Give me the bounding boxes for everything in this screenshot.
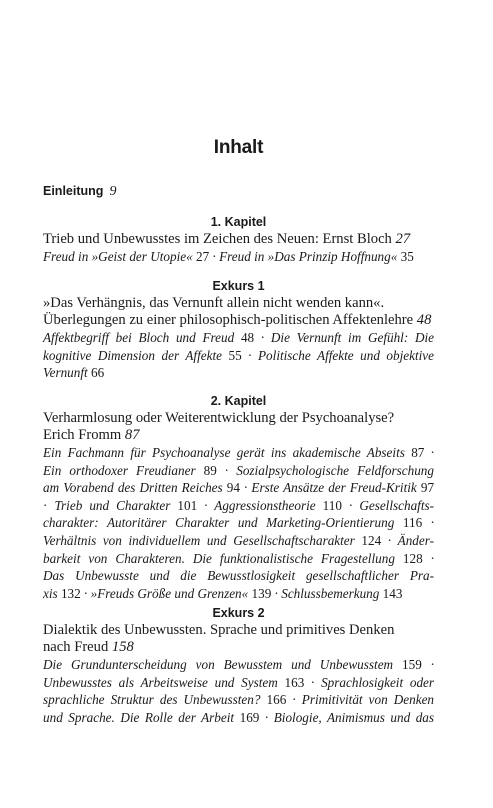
intro-page: 9 [109,184,117,199]
section-title: Dialektik des Unbewussten. Sprache und primitives Denken nach Freud 158 [43,622,395,655]
toc-section-excursus-2 [43,604,434,726]
toc-section-excursus-1 [43,277,434,382]
section-title: Trieb und Unbewusstes im Zeichen des Neuen: Ernst Bloch 27 [43,231,411,247]
toc-section-chapter-1 [43,213,434,266]
section-heading: 1. Kapitel [210,215,267,229]
section-title: »Das Verhängnis, das Vernunft allein nicht wenden kann«. Überlegungen zu einer philosophisch-politischen Affektenlehre 48 [43,295,432,328]
section-heading: Exkurs 1 [212,279,265,293]
intro-label: Einleitung [43,184,104,198]
toc-section-chapter-2 [43,392,434,602]
section-subentries: Die Grundunterscheidung von Bewusstem und Unbewusstem 159 · Unbewusstes als Arbeitsweise und System 163 · Sprachlosigkeit oder sprachliche Struktur des Unbewussten? 166 · Primitivität von Denken und Sprache. Die Rolle der Arbeit 169 · Biologie, Animismus und das [43,657,435,725]
section-title: Verharmlosung oder Weiterentwicklung der Psychoanalyse? Erich Fromm 87 [43,410,395,443]
section-subentries: Ein Fachmann für Psychoanalyse gerät ins akademische Abseits 87 · Ein orthodoxer Freudianer 89 · Sozialpsychologische Feldforschung am Vorabend des Dritten Reiches 94 · Erste Ansätze der Freud-Kritik 97 · Trieb und Charakter 101 · Aggressionstheorie 110 · Gesellschafts- charakter: Autoritärer Charakter und Marketing-Orientierung 116 · Verhältnis von individuellem und Gesellschaftscharakter 124 · Änder- barkeit von Charakteren. Die funktionalistische Fragestellung 128 · Das Unbewusste und die Bewusstlosigkeit gesellschaftlicher Pra- xis 132 · »Freuds Größe und Grenzen« 139 · Schlussbemerkung 143 [43,445,435,601]
section-subentries: Freud in »Geist der Utopie« 27 · Freud in »Das Prinzip Hoffnung« 35 [43,249,414,264]
section-heading: 2. Kapitel [210,394,267,408]
section-subentries: Affektbegriff bei Bloch und Freud 48 · Die Vernunft im Gefühl: Die kognitive Dimension der Affekte 55 · Politische Affekte und objektive Vernunft 66 [43,330,435,381]
toc-entry-introduction [43,184,117,200]
page-title: Inhalt [213,137,264,158]
section-heading: Exkurs 2 [212,606,265,620]
